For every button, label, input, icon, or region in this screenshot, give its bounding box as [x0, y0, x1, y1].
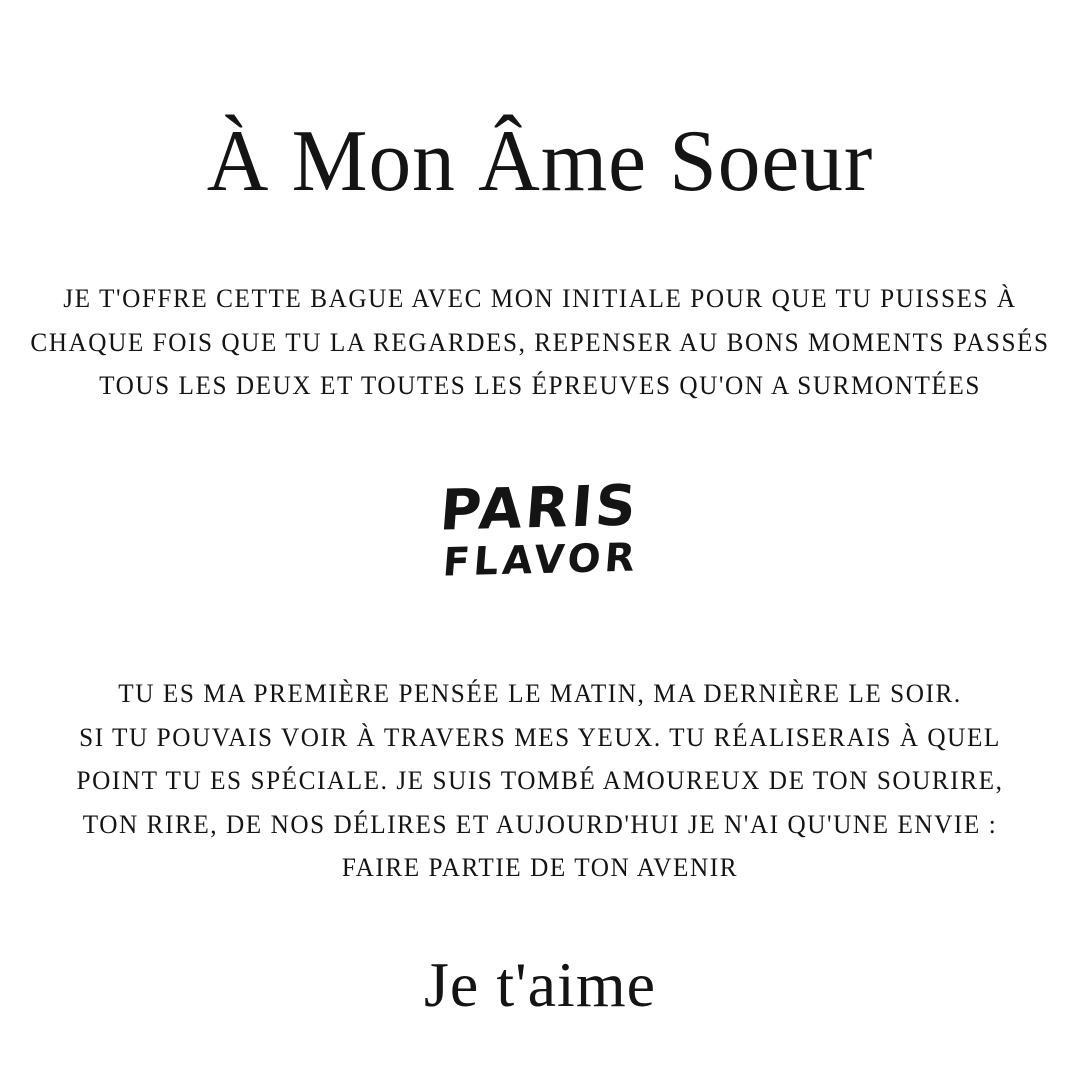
- message-line: JE T'OFFRE CETTE BAGUE AVEC MON INITIALE POUR QUE TU PUISSES À: [63, 284, 1017, 313]
- message-paragraph-2: [16, 672, 1064, 890]
- message-line: POINT TU ES SPÉCIALE. JE SUIS TOMBÉ AMOUREUX DE TON SOURIRE,: [76, 766, 1004, 795]
- brand-logo-word-flavor: FLAVOR: [441, 535, 641, 586]
- message-line: TOUS LES DEUX ET TOUTES LES ÉPREUVES QU'ON A SURMONTÉES: [99, 371, 981, 400]
- closing-text: Je t'aime: [424, 949, 656, 1020]
- message-paragraph-1: [16, 277, 1064, 408]
- brand-logo-word-paris: PARIS: [437, 473, 642, 544]
- message-line: SI TU POUVAIS VOIR À TRAVERS MES YEUX. TU RÉALISERAIS À QUEL: [79, 722, 1001, 752]
- message-line: TON RIRE, DE NOS DÉLIRES ET AUJOURD'HUI JE N'AI QU'UNE ENVIE :: [82, 809, 998, 839]
- message-line: FAIRE PARTIE DE TON AVENIR: [341, 853, 739, 882]
- message-line: TU ES MA PREMIÈRE PENSÉE LE MATIN, MA DERNIÈRE LE SOIR.: [118, 679, 962, 708]
- page-title: À Mon Âme Soeur: [206, 113, 874, 210]
- message-line: CHAQUE FOIS QUE TU LA REGARDES, REPENSER AU BONS MOMENTS PASSÉS: [30, 327, 1050, 357]
- brand-logo: [0, 466, 1080, 596]
